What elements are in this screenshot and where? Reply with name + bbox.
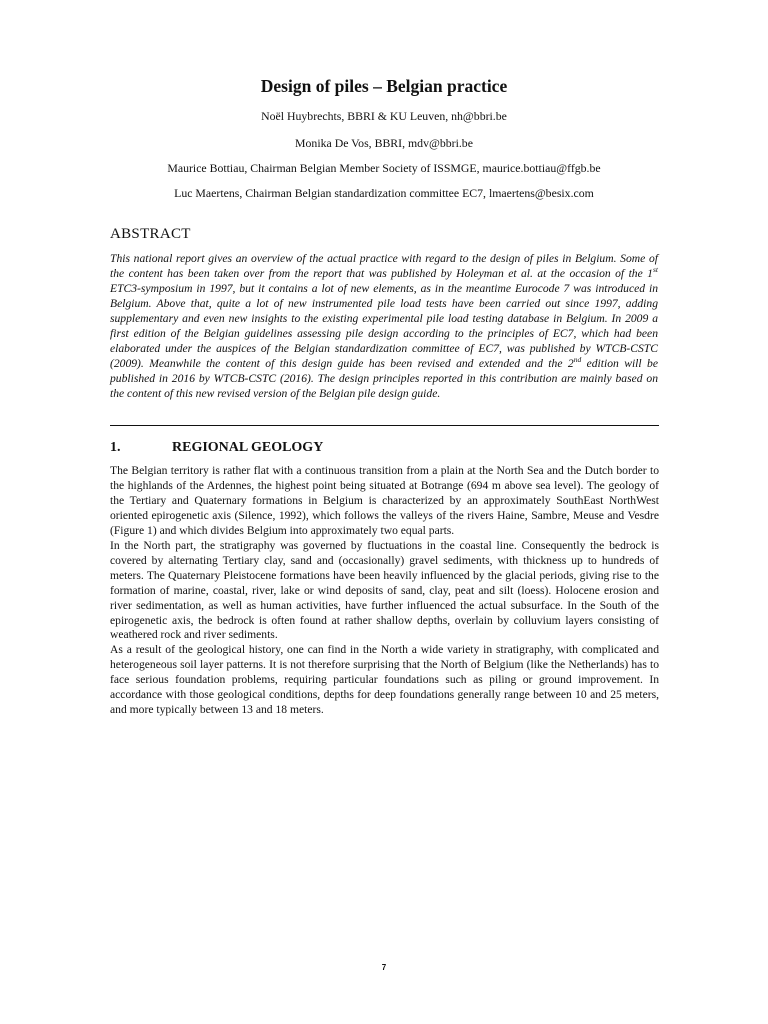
abstract-text-part: ETC3-symposium in 1997, but it contains a lot of new elements, as in the meantime Eurocode 7 was introduced in Belgium. Above that, quite a lot of new instrumented pile load tests have been carried out since 1997, adding supplementary and even new insights to the existing experimental pile load testing database in Belgium. In 2009 a first edition of the Belgian guidelines assessing pile design according to the principles of EC7, which had been elaborated under the auspices of the Belgian standardization committee of EC7, was published by WTCB-CSTC (2009). Meanwhile the content of this design guide has been revised and extended and the 2 — [110, 282, 658, 371]
author-line: Luc Maertens, Chairman Belgian standardization committee EC7, lmaertens@besix.com — [174, 186, 594, 200]
body-paragraph: The Belgian territory is rather flat with a continuous transition from a plain at the North Sea and the Dutch border to the highlands of the Ardennes, the highest point being situated at Botrange (694 m above sea level). The geology of the Tertiary and Quaternary formations in Belgium is characterized by an approximately SouthEast NorthWest oriented epirogenetic axis (Silence, 1992), which follows the valleys of the rivers Haine, Sambre, Meuse and Vesdre (Figure 1) and which divides Belgium into approximately two equal parts. — [110, 464, 659, 537]
body-paragraph: As a result of the geological history, one can find in the North a wide variety in stratigraphy, with complicated and heterogeneous soil layer patterns. It is not therefore surprising that the North of Belgium (like the Netherlands) has to face serious foundation problems, requiring particular foundations such as piling or ground improvement. In accordance with those geological conditions, depths for deep foundations generally range between 10 and 25 meters, and more typically between 13 and 18 meters. — [110, 643, 659, 717]
section-body — [110, 464, 659, 718]
author-line: Maurice Bottiau, Chairman Belgian Member Society of ISSMGE, maurice.bottiau@ffgb.be — [167, 161, 601, 175]
abstract-text — [110, 251, 658, 401]
author-line: Noël Huybrechts, BBRI & KU Leuven, nh@bbri.be — [261, 109, 507, 123]
section-title: REGIONAL GEOLOGY — [172, 440, 324, 455]
paper-title: Design of piles – Belgian practice — [260, 76, 508, 96]
body-paragraph: In the North part, the stratigraphy was governed by fluctuations in the coastal line. Consequently the bedrock is covered by alternating Tertiary clay, sand and (occasionally) gravel sediments, with thickness up to hundreds of meters. The Quaternary Pleistocene formations have been heavily influenced by the glacial periods, giving rise to the formation of marine, coastal, river, lake or wind deposits of sand, clay, peat and silt (loess). Holocene erosion and river sedimentation, as well as human activities, have further influenced the actual subsurface. In the South of the epirogenetic axis, the bedrock is often found at rather shallow depths, overlain by colluvium layers consisting of weathered rock and river sediments. — [110, 538, 659, 642]
ordinal-superscript: nd — [573, 355, 582, 365]
section-heading — [110, 440, 323, 456]
abstract-heading: ABSTRACT — [110, 226, 191, 242]
section-number: 1. — [110, 440, 121, 455]
abstract-text-part: This national report gives an overview of the actual practice with regard to the design of piles in Belgium. Some of the content has been taken over from the report that was published by Holeyman et al. at the occasion of the 1 — [110, 252, 658, 281]
author-line: Monika De Vos, BBRI, mdv@bbri.be — [295, 136, 473, 150]
section-divider — [110, 425, 659, 426]
ordinal-superscript: st — [652, 265, 658, 275]
page-number: 7 — [381, 963, 387, 972]
abstract-text-part: edition will be published in 2016 by WTCB-CSTC (2016). The design principles reported in this contribution are mainly based on the content of this new revised version of the Belgian pile design guide. — [110, 357, 658, 401]
